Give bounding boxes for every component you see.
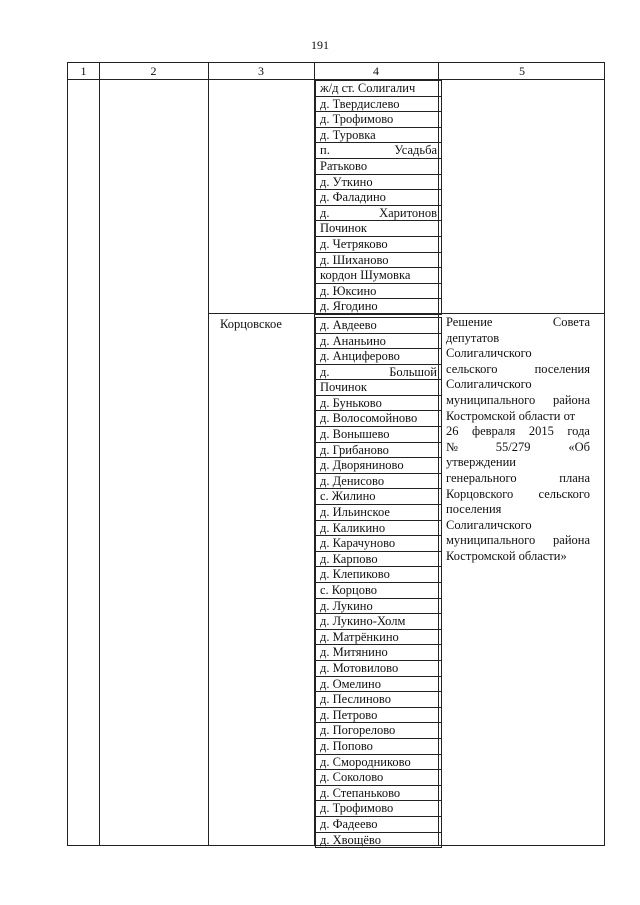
- text-word: Солигаличского: [446, 346, 532, 361]
- text-word: кордон Шумовка: [320, 268, 411, 283]
- text-word: года: [567, 424, 590, 439]
- text-word: «Об: [568, 439, 590, 454]
- decision-line: [446, 455, 590, 471]
- column-divider: [99, 63, 100, 845]
- village-name: [320, 630, 437, 645]
- village-cell: [315, 723, 442, 739]
- text-word: д. Мотовилово: [320, 660, 399, 675]
- village-name: [320, 443, 437, 458]
- village-cell: [315, 536, 442, 552]
- text-word: Костромской области от: [446, 408, 576, 423]
- text-word: д. Волосомойново: [320, 411, 418, 426]
- village-name: [320, 770, 437, 785]
- header-col-1: 1: [80, 64, 87, 78]
- text-word: д. Буньково: [320, 395, 382, 410]
- village-name: [320, 175, 437, 190]
- village-name: [320, 112, 437, 127]
- village-name: [320, 521, 437, 536]
- text-word: Починок: [320, 221, 367, 236]
- village-cell: [315, 159, 442, 175]
- text-word: Ратьково: [320, 158, 368, 173]
- text-word: д. Соколово: [320, 770, 384, 785]
- text-word: д. Дворяниново: [320, 458, 404, 473]
- village-cell: [315, 190, 442, 206]
- village-name: [320, 237, 437, 252]
- decision-line: [446, 549, 590, 565]
- text-word: д. Клепиково: [320, 567, 390, 582]
- text-word: Починок: [320, 380, 367, 395]
- text-word: д. Шиханово: [320, 252, 389, 267]
- text-word: д. Твердислево: [320, 96, 400, 111]
- village-name: [320, 755, 437, 770]
- village-name: [320, 159, 437, 174]
- village-name: [320, 786, 437, 801]
- village-cell: [315, 334, 442, 350]
- text-word: д. Петрово: [320, 707, 378, 722]
- text-word: д. Фадеево: [320, 816, 378, 831]
- text-word: д. Смородниково: [320, 754, 411, 769]
- village-name: [320, 645, 437, 660]
- text-word: д. Степаньково: [320, 785, 401, 800]
- text-word: утверждении: [446, 455, 516, 470]
- village-name: [320, 334, 437, 349]
- header-col-3: 3: [258, 64, 264, 78]
- village-cell: [315, 443, 442, 459]
- village-cell: [315, 786, 442, 802]
- text-word: плана: [559, 470, 590, 485]
- village-cell: [315, 237, 442, 253]
- village-name: [320, 299, 437, 314]
- village-name: [320, 661, 437, 676]
- text-word: сельского: [446, 361, 498, 376]
- village-cell: [315, 349, 442, 365]
- village-cell: [315, 427, 442, 443]
- village-cell: [315, 317, 442, 334]
- village-cell: [315, 567, 442, 583]
- text-word: д. Грибаново: [320, 442, 389, 457]
- village-name: [320, 268, 437, 283]
- village-cell: [315, 645, 442, 661]
- village-cell: [315, 143, 442, 159]
- text-word: д. Митянино: [320, 645, 388, 660]
- village-name: [320, 349, 437, 364]
- village-cell: [315, 599, 442, 615]
- page-number: 191: [311, 38, 329, 52]
- village-cell: [315, 708, 442, 724]
- decision-line: [446, 315, 590, 331]
- text-word: 26: [446, 424, 459, 439]
- text-word: д. Ананьино: [320, 333, 386, 348]
- village-name: [320, 723, 437, 738]
- text-word: Костромской области»: [446, 548, 567, 563]
- village-cell: [315, 80, 442, 97]
- village-name: [320, 801, 437, 816]
- decision-line: [446, 409, 590, 425]
- text-word: сельского: [538, 486, 590, 501]
- village-cell: [315, 299, 442, 315]
- village-name: [320, 489, 437, 504]
- text-word: Солигаличского: [446, 517, 532, 532]
- village-name: [320, 411, 437, 426]
- text-word: д.: [320, 205, 330, 220]
- village-name: [320, 458, 437, 473]
- village-name: [320, 318, 437, 333]
- village-name: [320, 365, 437, 380]
- decision-line: [446, 518, 590, 534]
- decision-line: [446, 487, 590, 503]
- village-cell: [315, 365, 442, 381]
- text-word: генерального: [446, 470, 517, 485]
- text-word: района: [553, 392, 590, 407]
- village-cell: [315, 755, 442, 771]
- village-name: [320, 380, 437, 395]
- decision-line: [446, 362, 590, 378]
- text-word: д. Матрёнкино: [320, 629, 399, 644]
- village-name: [320, 190, 437, 205]
- decision-line: [446, 393, 590, 409]
- text-word: д. Ягодино: [320, 299, 378, 314]
- village-cell: [315, 112, 442, 128]
- settlements-table: [67, 62, 605, 846]
- village-cell: [315, 521, 442, 537]
- text-word: Решение: [446, 315, 493, 329]
- village-name: [320, 474, 437, 489]
- decision-line: [446, 346, 590, 362]
- village-name: [320, 97, 437, 112]
- text-word: поселения: [446, 502, 502, 517]
- text-word: д. Трофимово: [320, 112, 394, 127]
- text-word: д. Денисово: [320, 473, 385, 488]
- text-word: д. Ильинское: [320, 505, 390, 520]
- village-name: [320, 253, 437, 268]
- village-name: [320, 284, 437, 299]
- text-word: д. Карпово: [320, 551, 378, 566]
- text-word: Большой: [389, 364, 437, 379]
- village-name: [320, 128, 437, 143]
- settlement-name: Корцовское: [220, 317, 282, 331]
- village-name: [320, 614, 437, 629]
- text-word: п.: [320, 143, 330, 158]
- text-word: февраля: [471, 424, 516, 439]
- text-word: Харитонов: [379, 205, 437, 220]
- text-word: с. Корцово: [320, 583, 378, 597]
- village-cell: [315, 221, 442, 237]
- village-name: [320, 583, 437, 598]
- village-name: [320, 567, 437, 582]
- village-name: [320, 817, 437, 832]
- village-name: [320, 739, 437, 754]
- text-word: д. Уткино: [320, 174, 373, 189]
- village-cell: [315, 380, 442, 396]
- village-cell: [315, 817, 442, 833]
- header-col-4: 4: [373, 64, 379, 78]
- village-cell: [315, 206, 442, 222]
- column-divider: [208, 63, 209, 845]
- header-col-2: 2: [150, 64, 157, 78]
- village-cell: [315, 253, 442, 269]
- decision-line: [446, 533, 590, 549]
- text-word: поселения: [534, 361, 590, 376]
- decision-line: [446, 440, 590, 456]
- village-cell: [315, 552, 442, 568]
- decision-line: [446, 471, 590, 487]
- text-word: д. Песлиново: [320, 692, 391, 707]
- decision-line: [446, 377, 590, 393]
- decision-line: [446, 331, 590, 347]
- text-word: муниципального: [446, 392, 536, 407]
- text-word: д. Хвощёво: [320, 832, 381, 847]
- village-name: [320, 143, 437, 158]
- text-word: 55/279: [495, 439, 531, 454]
- text-word: муниципального: [446, 533, 536, 548]
- village-cell: [315, 474, 442, 490]
- text-word: д. Авдеево: [320, 317, 377, 332]
- village-cell: [315, 630, 442, 646]
- village-name: [320, 552, 437, 567]
- village-cell: [315, 661, 442, 677]
- text-word: д.: [320, 364, 330, 379]
- text-word: Солигаличского: [446, 377, 532, 392]
- text-word: д. Фаладино: [320, 190, 386, 205]
- text-word: д. Погорелово: [320, 723, 396, 738]
- text-word: д. Анциферово: [320, 349, 400, 364]
- text-word: д. Лукино: [320, 598, 373, 613]
- text-word: №: [446, 439, 458, 454]
- village-cell: [315, 97, 442, 113]
- decision-line: [446, 502, 590, 518]
- village-cell: [315, 175, 442, 191]
- village-name: [320, 81, 437, 96]
- village-cell: [315, 739, 442, 755]
- village-name: [320, 833, 437, 848]
- village-name: [320, 692, 437, 707]
- decision-line: [446, 424, 590, 440]
- village-list: [315, 80, 442, 848]
- village-cell: [315, 583, 442, 599]
- village-cell: [315, 268, 442, 284]
- village-cell: [315, 801, 442, 817]
- text-word: д. Каликино: [320, 520, 386, 535]
- decision-text: [446, 315, 590, 565]
- village-cell: [315, 677, 442, 693]
- village-name: [320, 677, 437, 692]
- village-cell: [315, 614, 442, 630]
- village-cell: [315, 128, 442, 144]
- village-name: [320, 599, 437, 614]
- village-cell: [315, 505, 442, 521]
- village-name: [320, 221, 437, 236]
- village-cell: [315, 692, 442, 708]
- village-name: [320, 536, 437, 551]
- text-word: с. Жилино: [320, 489, 376, 504]
- text-word: Совета: [552, 315, 590, 329]
- village-name: [320, 396, 437, 411]
- village-cell: [315, 458, 442, 474]
- text-word: д. Туровка: [320, 127, 376, 142]
- text-word: д. Юксино: [320, 283, 377, 298]
- village-name: [320, 427, 437, 442]
- village-cell: [315, 489, 442, 505]
- header-col-5: 5: [519, 64, 525, 78]
- village-cell: [315, 833, 442, 849]
- text-word: д. Омелино: [320, 676, 381, 691]
- text-word: д. Карачуново: [320, 536, 396, 551]
- village-cell: [315, 284, 442, 300]
- village-name: [320, 505, 437, 520]
- text-word: д. Вонышево: [320, 427, 390, 442]
- text-word: Корцовского: [446, 486, 514, 501]
- village-cell: [315, 396, 442, 412]
- village-name: [320, 206, 437, 221]
- text-word: района: [553, 533, 590, 548]
- text-word: д. Лукино-Холм: [320, 614, 406, 629]
- text-word: ж/д ст. Солигалич: [320, 81, 416, 95]
- village-name: [320, 708, 437, 723]
- village-cell: [315, 411, 442, 427]
- text-word: д. Попово: [320, 738, 373, 753]
- village-cell: [315, 770, 442, 786]
- text-word: Усадьба: [394, 143, 437, 158]
- text-word: депутатов: [446, 330, 500, 345]
- text-word: д. Четряково: [320, 236, 388, 251]
- text-word: д. Трофимово: [320, 801, 394, 816]
- text-word: 2015: [528, 424, 554, 439]
